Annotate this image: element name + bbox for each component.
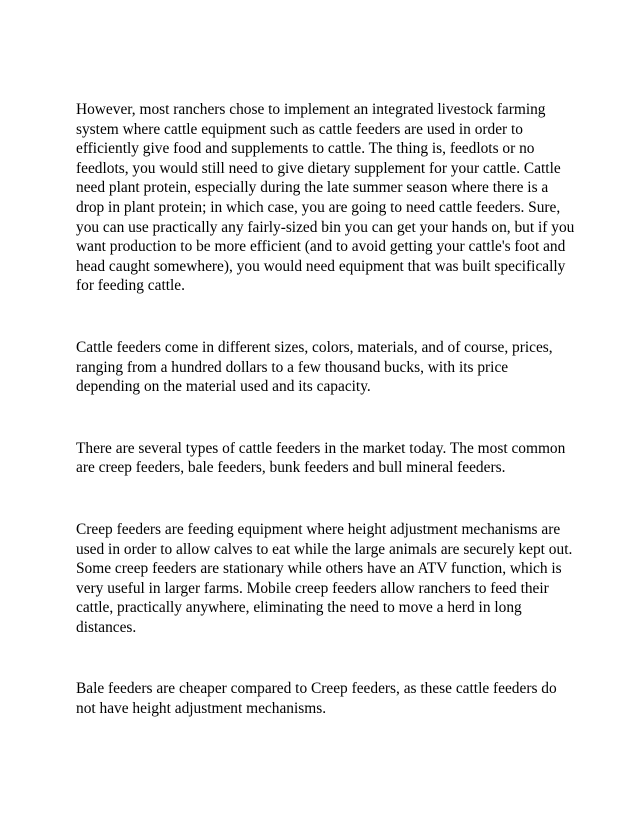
paragraph-bale-feeders: Bale feeders are cheaper compared to Creep feeders, as these cattle feeders do not have height adjustment mechanisms. bbox=[76, 680, 557, 718]
paragraph-creep-feeders: Creep feeders are feeding equipment where height adjustment mechanisms are used in order to allow calves to eat while the large animals are securely kept out. Some creep feeders are stationary while others have an ATV function, which is very useful in larger farms. Mobile creep feeders allow ranchers to feed their cattle, practically anywhere, eliminating the need to move a herd in long distances. bbox=[76, 520, 573, 636]
paragraph-feeder-types: There are several types of cattle feeders in the market today. The most common are creep feeders, bale feeders, bunk feeders and bull mineral feeders. bbox=[76, 439, 566, 477]
paragraph-integrated-livestock: However, most ranchers chose to implement an integrated livestock farming system where cattle equipment such as cattle feeders are used in order to efficiently give food and supplements to cattle. The thing is, feedlots or no feedlots, you would still need to give dietary supplement for your cattle. Cattle need plant protein, especially during the late summer season where there is a drop in plant protein; in which case, you are going to need cattle feeders. Sure, you can use practically any fairly-sized bin you can get your hands on, but if you want production to be more efficient (and to avoid getting your cattle's foot and head caught somewhere), you would need equipment that was built specifically for feeding cattle. bbox=[76, 101, 575, 295]
document-body bbox=[76, 100, 576, 719]
paragraph-feeder-prices: Cattle feeders come in different sizes, colors, materials, and of course, prices, ranging from a hundred dollars to a few thousand bucks, with its price depending on the material used and its capacity. bbox=[76, 338, 553, 396]
